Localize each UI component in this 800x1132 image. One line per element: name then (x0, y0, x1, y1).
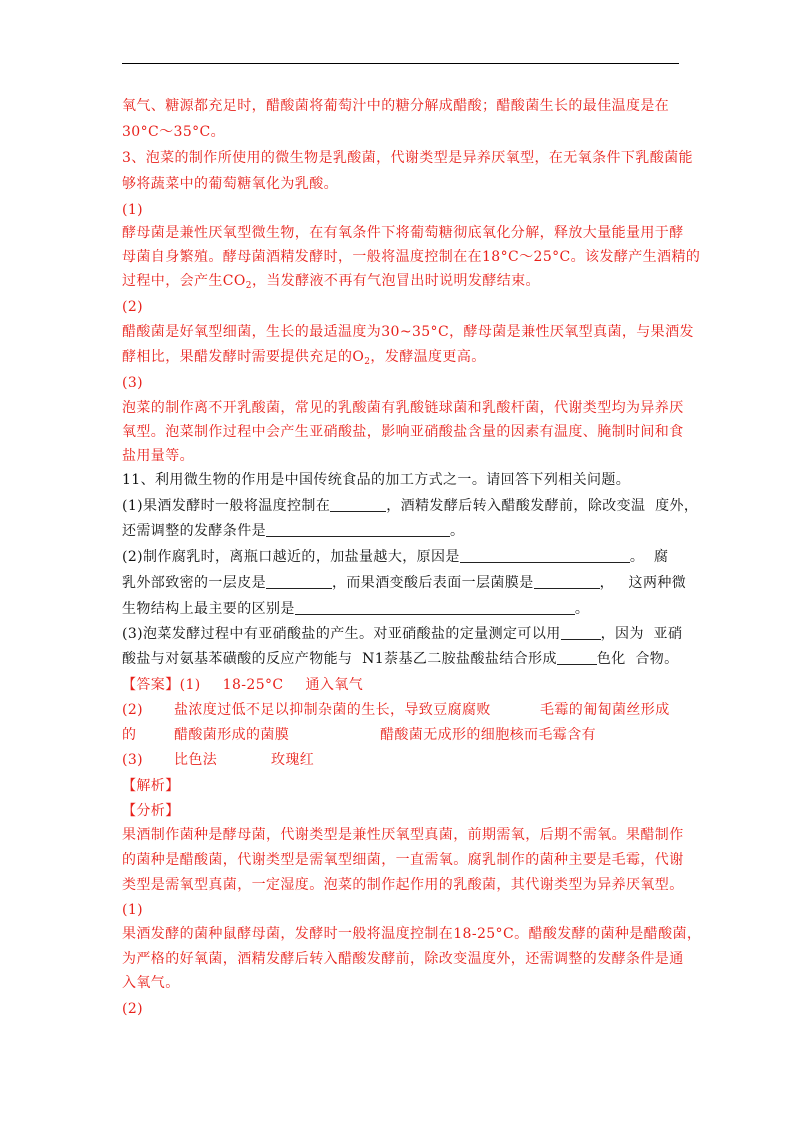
answer-text: 醋酸菌形成的菌膜 (174, 727, 290, 743)
text-line: 果酒发酵的菌种鼠酵母菌，发酵时一般将温度控制在18-25°C。醋酸发酵的菌种是醋酸菌， (122, 926, 702, 942)
answer-blank (557, 650, 597, 665)
text-segment: 。 腐 (629, 549, 669, 565)
paragraph-number: (2) (122, 1001, 144, 1017)
answer-blank (460, 548, 630, 563)
paragraph-number: (1) (122, 202, 144, 218)
text-line: 酵母菌是兼性厌氧型微生物，在有氧条件下将葡萄糖彻底氧化分解，释放大量能量用于酵 (122, 225, 684, 241)
text-segment: ，当发酵液不再有气泡冒出时说明发酵结束。 (251, 273, 540, 289)
text-line: 3、泡菜的制作所使用的微生物是乳酸菌，代谢类型是异养厌氧型，在无氧条件下乳酸菌能 (122, 150, 693, 166)
answer-blank (295, 600, 575, 615)
answer-text: 比色法 (174, 752, 218, 768)
text-line: 为严格的好氧菌，酒精发酵后转入醋酸发酵前，除改变温度外，还需调整的发酵条件是通 (122, 951, 684, 967)
answer-label: 【答案】 (122, 677, 180, 693)
answer-blank (266, 574, 332, 589)
answer-line (122, 676, 363, 694)
text-segment: ，而果酒变酸后表面一层菌膜是 (332, 575, 534, 591)
text-segment: 。 (450, 523, 465, 539)
answer-blank (561, 625, 601, 640)
header-rule (122, 63, 679, 64)
text-line: 氧型。泡菜制作过程中会产生亚硝酸盐，影响亚硝酸盐含量的因素有温度、腌制时间和食 (122, 424, 684, 440)
answer-text: 醋酸菌无成形的细胞核而毛霉含有 (380, 727, 596, 743)
text-line: 果酒制作菌种是酵母菌，代谢类型是兼性厌氧型真菌，前期需氧，后期不需氧。果醋制作 (122, 827, 684, 843)
subscript: 2 (245, 281, 252, 291)
paragraph-number: (2) (122, 299, 144, 315)
section-label: 【分析】 (122, 803, 180, 819)
text-line: 泡菜的制作离不开乳酸菌，常见的乳酸菌有乳酸链球菌和乳酸杆菌，代谢类型均为异养厌 (122, 400, 684, 416)
paragraph-number: (1) (122, 902, 144, 918)
text-segment: ，发酵温度更高。 (370, 349, 486, 365)
question-line (122, 600, 589, 618)
question-line (122, 650, 679, 668)
text-segment: 色化 合物。 (596, 651, 679, 667)
text-segment: ，因为 亚硝 (600, 626, 683, 642)
text-line: 的菌种是醋酸菌，代谢类型是需氧型细菌，一直需氧。腐乳制作的菌种主要是毛霉，代谢 (122, 852, 684, 868)
text-segment: 酵相比，果醋发酵时需要提供充足的O (122, 349, 365, 365)
answer-number: (2) (122, 702, 144, 718)
question-line (122, 574, 686, 592)
text-segment: 。 (574, 601, 590, 617)
text-line: 够将蔬菜中的葡萄糖氧化为乳酸。 (122, 176, 338, 192)
text-segment: ， 这两种微 (599, 575, 687, 591)
answer-text: 玫瑰红 (271, 752, 315, 768)
answer-blank (266, 522, 450, 537)
question-line (122, 625, 682, 643)
answer-blank (330, 497, 386, 512)
answer-text: 毛霉的匍匐菌丝形成 (540, 702, 670, 718)
answer-text: 通入氧气 (305, 677, 364, 693)
text-segment: ，酒精发酵后转入醋酸发酵前，除改变温 度外， (386, 498, 699, 514)
text-segment: (2)制作腐乳时，离瓶口越近的，加盐量越大，原因是 (122, 549, 460, 565)
answer-text: 18-25°C (222, 677, 284, 693)
text-line: 盐用量等。 (122, 448, 194, 464)
text-segment: 还需调整的发酵条件是 (122, 523, 266, 539)
subscript: 2 (364, 357, 371, 367)
question-line (122, 548, 668, 566)
answer-text: 盐浓度过低不足以抑制杂菌的生长，导致豆腐腐败 (174, 702, 491, 718)
text-line: 入氧气。 (122, 975, 180, 991)
question-line (122, 497, 698, 515)
text-segment: 乳外部致密的一层皮是 (122, 575, 266, 591)
text-line: 30°C～35°C。 (122, 124, 226, 140)
text-line (122, 348, 486, 371)
paragraph-number: (3) (122, 375, 144, 391)
section-label: 【解析】 (122, 778, 180, 794)
answer-number: (3) (122, 752, 144, 768)
text-segment: 酸盐与对氨基苯磺酸的反应产物能与 N1萘基乙二胺盐酸盐结合形成 (122, 651, 557, 667)
answer-text: 的 (122, 727, 137, 743)
text-line: 氧气、糖源都充足时，醋酸菌将葡萄汁中的糖分解成醋酸；醋酸菌生长的最佳温度是在 (122, 98, 670, 114)
text-segment: (1)果酒发酵时一般将温度控制在 (122, 498, 331, 514)
text-line: 醋酸菌是好氧型细菌，生长的最适温度为30~35°C，酵母菌是兼性厌氧型真菌，与果酒发 (122, 324, 694, 340)
answer-blank (534, 574, 600, 589)
text-line: 类型是需氧型真菌，一定湿度。泡菜的制作起作用的乳酸菌，其代谢类型为异养厌氧型。 (122, 877, 684, 893)
text-line: 母菌自身繁殖。酵母菌酒精发酵时，一般将温度控制在在18°C～25°C。该发酵产生酒精的 (122, 249, 701, 265)
question-line (122, 522, 464, 540)
question-title: 11、利用微生物的作用是中国传统食品的加工方式之一。请回答下列相关问题。 (122, 472, 631, 488)
text-segment: 过程中，会产生CO (122, 273, 246, 289)
text-line (122, 272, 540, 295)
text-segment: (3)泡菜发酵过程中有亚硝酸盐的产生。对亚硝酸盐的定量测定可以用 (122, 626, 561, 642)
answer-number: (1) (179, 677, 201, 693)
text-segment: 生物结构上最主要的区别是 (122, 601, 295, 617)
